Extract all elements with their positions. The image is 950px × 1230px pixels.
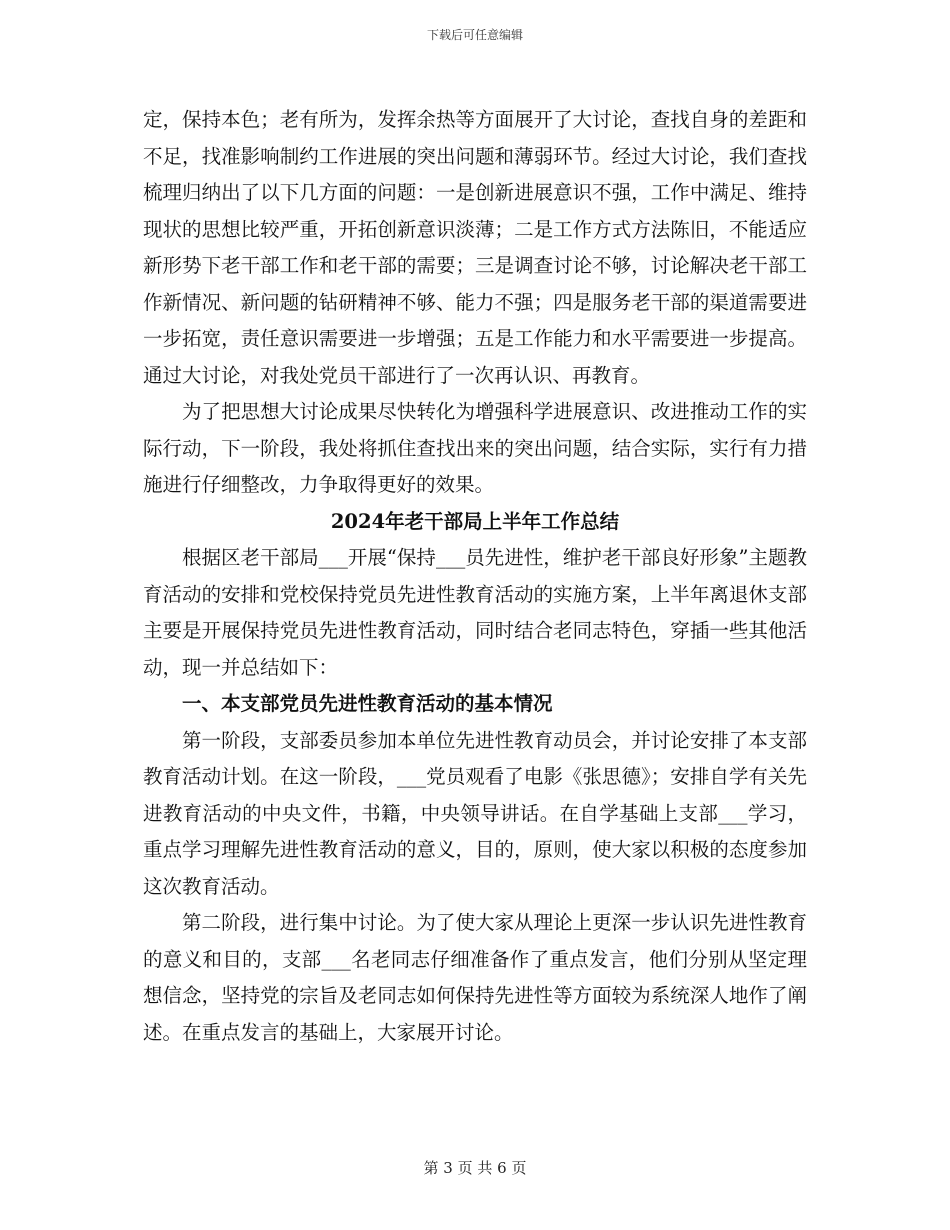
page-number: 第 3 页 共 6 页 — [423, 1159, 527, 1177]
paragraph-stage-two: 第二阶段，进行集中讨论。为了使大家从理论上更深一步认识先进性教育的意义和目的，支部___名老同志仔细准备作了重点发言，他们分别从坚定理想信念，坚持党的宗旨及老同志如何保持先进性等方面较为系统深人地作了阐述。在重点发言的基础上，大家展开讨论。 — [143, 911, 807, 1044]
paragraph-intro: 根据区老干部局___开展“保持___员先进性，维护老干部良好形象”主题教育活动的安排和党校保持党员先进性教育活动的实施方案，上半年离退休支部主要是开展保持党员先进性教育活动，同时结合老同志特色，穿插一些其他活动，现一并总结如下： — [143, 546, 807, 679]
section-heading: 一、本支部党员先进性教育活动的基本情况 — [182, 692, 553, 715]
paragraph-stage-one: 第一阶段，支部委员参加本单位先进性教育动员会，并讨论安排了本支部教育活动计划。在这一阶段，___党员观看了电影《张思德》；安排自学有关先进教育活动的中央文件，书籍，中央领导讲话。在自学基础上支部___学习，重点学习理解先进性教育活动的意义，目的，原则，使大家以积极的态度参加这次教育活动。 — [143, 728, 807, 898]
paragraph-continuation: 定，保持本色；老有所为，发挥余热等方面展开了大讨论，查找自身的差距和不足，找准影响制约工作进展的突出问题和薄弱环节。经过大讨论，我们查找梳理归纳出了以下几方面的问题：一是创新进展意识不强，工作中满足、维持现状的思想比较严重，开拓创新意识淡薄；二是工作方式方法陈旧，不能适应新形势下老干部工作和老干部的需要；三是调查讨论不够，讨论解决老干部工作新情况、新问题的钻研精神不够、能力不强；四是服务老干部的渠道需要进一步拓宽，责任意识需要进一步增强；五是工作能力和水平需要进一步提高。通过大讨论，对我处党员干部进行了一次再认识、再教育。 — [143, 108, 807, 387]
paragraph-next-steps: 为了把思想大讨论成果尽快转化为增强科学进展意识、改进推动工作的实际行动，下一阶段，我处将抓住查找出来的突出问题，结合实际，实行有力措施进行仔细整改，力争取得更好的效果。 — [143, 400, 807, 496]
document-title: 2024年老干部局上半年工作总结 — [330, 509, 620, 533]
page-header: 下载后可任意编辑 — [426, 28, 523, 42]
document-body — [143, 102, 807, 1051]
